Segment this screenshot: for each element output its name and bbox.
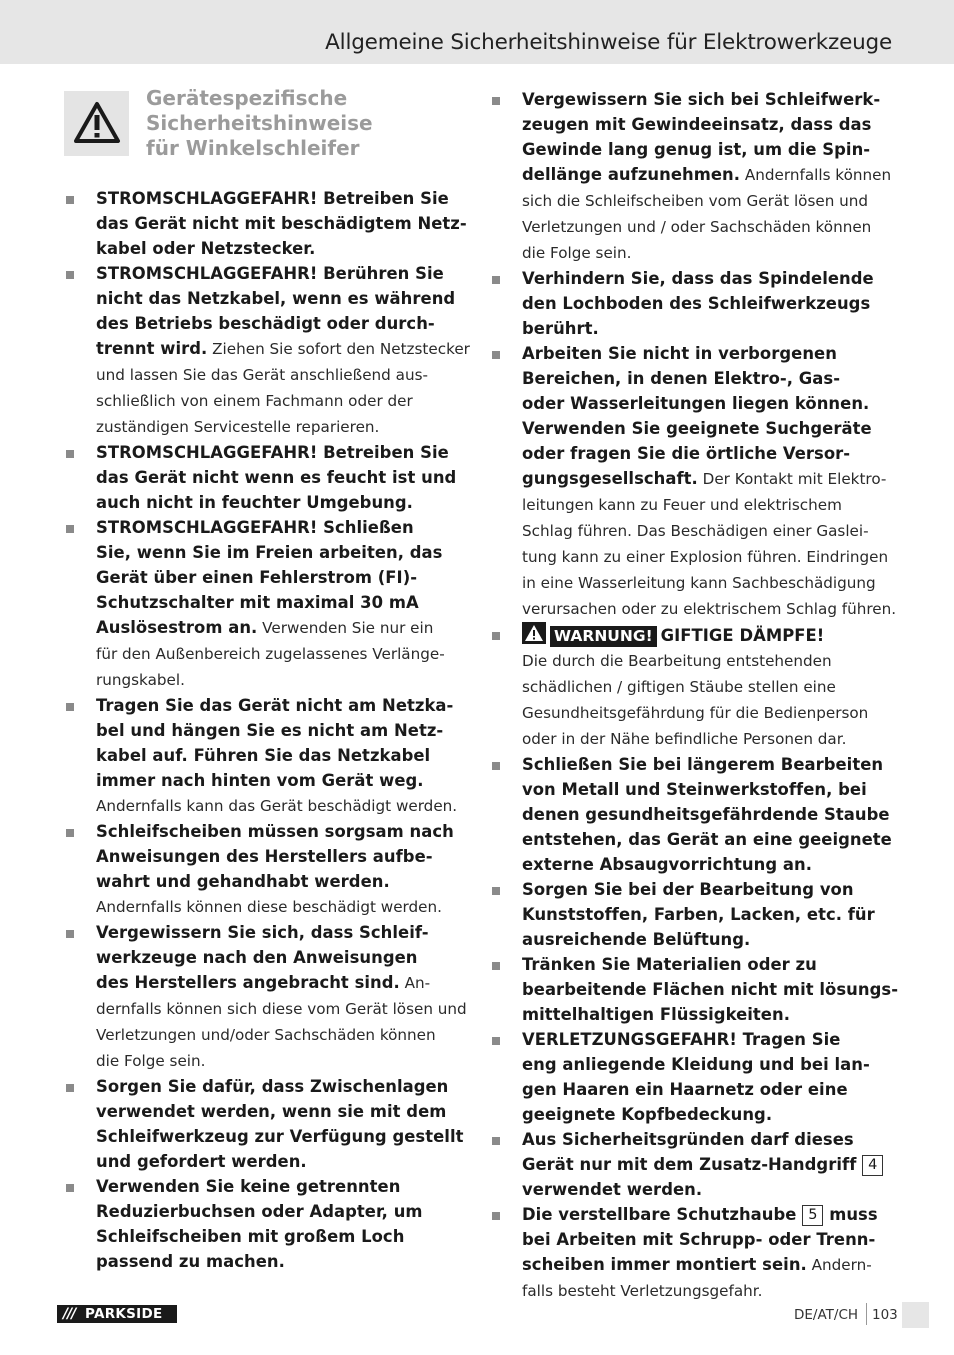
warning-label: WARNUNG!: [550, 626, 657, 647]
text-line: [522, 162, 900, 188]
text-line: [522, 777, 900, 802]
page-header-title: Allgemeine Sicherheitshinweise für Elektrowerkzeuge: [325, 30, 892, 55]
text-line: [522, 674, 900, 700]
text-line: [96, 1074, 474, 1099]
text-line: [522, 827, 900, 852]
bullet-square: [492, 762, 500, 770]
list-item: [490, 87, 900, 266]
list-item: [490, 752, 900, 877]
section-heading: [146, 86, 373, 161]
bullet-square: [66, 450, 74, 458]
bold-text: muss: [823, 1205, 878, 1224]
list-item: [64, 440, 474, 515]
bold-text: des Herstellers angebracht sind.: [96, 973, 400, 992]
bold-text: Vergewissern Sie sich bei Schleifwerk-: [522, 90, 881, 109]
text-line: [96, 667, 474, 693]
bold-text: das Gerät nicht mit beschädigtem Netz-: [96, 214, 467, 233]
bold-text: gungsgesellschaft.: [522, 469, 698, 488]
bold-text: oder fragen Sie die örtliche Versor-: [522, 444, 851, 463]
text-line: [522, 341, 900, 366]
bold-text: entstehen, das Gerät an eine geeignete: [522, 830, 892, 849]
bold-text: kabel auf. Führen Sie das Netzkabel: [96, 746, 431, 765]
text-line: [96, 615, 474, 641]
text-line: [96, 869, 474, 894]
text-line: [96, 414, 474, 440]
bold-text: berührt.: [522, 319, 599, 338]
bullet-square: [66, 703, 74, 711]
bold-text: eng anliegende Kleidung und bei lan-: [522, 1055, 870, 1074]
text-line: [96, 362, 474, 388]
normal-text: Ziehen Sie sofort den Netzstecker: [207, 340, 470, 358]
bold-text: kabel oder Netzstecker.: [96, 239, 316, 258]
text-line: [96, 819, 474, 844]
bold-text: Gewinde lang genug ist, um die Spin-: [522, 140, 871, 159]
text-line: [96, 590, 474, 615]
text-line: [96, 945, 474, 970]
text-line: [96, 540, 474, 565]
list-item: [490, 877, 900, 952]
bullet-square: [492, 962, 500, 970]
warning-icon: [522, 622, 546, 644]
text-line: [522, 852, 900, 877]
item-text: [522, 266, 900, 341]
text-line: [522, 1127, 900, 1152]
text-line: [522, 316, 900, 341]
normal-text: die Folge sein.: [522, 244, 632, 262]
bullet-square: [492, 276, 500, 284]
bold-text: zeugen mit Gewindeeinsatz, dass das: [522, 115, 872, 134]
item-text: [96, 693, 474, 819]
text-line: [522, 291, 900, 316]
normal-text: schädlichen / giftigen Stäube stellen eine: [522, 678, 836, 696]
bold-text: Schleifwerkzeug zur Verfügung gestellt: [96, 1127, 464, 1146]
text-line: [522, 87, 900, 112]
normal-text: Verwenden Sie nur ein: [257, 619, 434, 637]
text-line: [522, 752, 900, 777]
list-item: [64, 515, 474, 693]
logo-slashes: ///: [63, 1306, 76, 1322]
text-line: [522, 214, 900, 240]
text-line: [522, 266, 900, 291]
item-text: [96, 186, 474, 261]
item-text: [522, 1202, 900, 1304]
bullet-square: [492, 887, 500, 895]
text-line: [96, 641, 474, 667]
text-line: [96, 743, 474, 768]
normal-text: schließlich von einem Fachmann oder der: [96, 392, 413, 410]
item-text: [96, 920, 474, 1074]
text-line: [96, 388, 474, 414]
text-line: [96, 286, 474, 311]
bold-text: Die verstellbare Schutzhaube: [522, 1205, 803, 1224]
section-heading-line: Gerätespezifische: [146, 86, 348, 110]
bullet-square: [66, 829, 74, 837]
item-text: [96, 1074, 474, 1174]
text-line: [96, 311, 474, 336]
text-line: [522, 1027, 900, 1052]
bold-text: Kunststoffen, Farben, Lacken, etc. für: [522, 905, 875, 924]
warning-icon-box: [64, 91, 129, 156]
bold-text: von Metall und Steinwerkstoffen, bei: [522, 780, 867, 799]
bold-text: den Lochboden des Schleifwerkzeugs: [522, 294, 871, 313]
bullet-square: [66, 271, 74, 279]
bold-text: STROMSCHLAGGEFAHR! Betreiben Sie: [96, 443, 449, 462]
bold-text: Gerät über einen Fehlerstrom (FI)-: [96, 568, 418, 587]
text-line: [522, 188, 900, 214]
text-line: [96, 693, 474, 718]
bold-text: Sorgen Sie bei der Bearbeitung von: [522, 880, 854, 899]
section-heading-line: Sicherheitshinweise: [146, 111, 373, 135]
normal-text: und lassen Sie das Gerät anschließend aus-: [96, 366, 428, 384]
bullet-square: [66, 1184, 74, 1192]
text-line: [96, 996, 474, 1022]
normal-text: Andernfalls kann das Gerät beschädigt werden.: [96, 797, 458, 815]
bold-text: STROMSCHLAGGEFAHR! Schließen: [96, 518, 414, 537]
item-text: [522, 1127, 900, 1202]
list-item: [490, 952, 900, 1027]
text-line: [96, 565, 474, 590]
bold-text: Schleifscheiben mit großem Loch: [96, 1227, 405, 1246]
text-line: [96, 186, 474, 211]
list-item: [490, 341, 900, 622]
item-text: [522, 1027, 900, 1127]
bold-text: Gerät nur mit dem Zusatz-Handgriff: [522, 1155, 863, 1174]
warning-line: [522, 622, 900, 648]
text-line: [96, 718, 474, 743]
normal-text: Verletzungen und / oder Sachschäden können: [522, 218, 872, 236]
list-item: [64, 1174, 474, 1274]
parkside-logo: [57, 1305, 177, 1323]
text-line: [522, 877, 900, 902]
bullet-square: [492, 1137, 500, 1145]
text-line: [522, 927, 900, 952]
bold-text: Schließen Sie bei längerem Bearbeiten: [522, 755, 884, 774]
bold-text: VERLETZUNGSGEFAHR! Tragen Sie: [522, 1030, 841, 1049]
text-line: [522, 977, 900, 1002]
normal-text: Gesundheitsgefährdung für die Bedienperson: [522, 704, 869, 722]
normal-text: Der Kontakt mit Elektro-: [697, 470, 887, 488]
bullet-square: [492, 351, 500, 359]
bold-text: Anweisungen des Herstellers aufbe-: [96, 847, 433, 866]
normal-text: oder in der Nähe befindliche Personen dar.: [522, 730, 847, 748]
list-item: [64, 693, 474, 819]
bold-text: Tragen Sie das Gerät nicht am Netzka-: [96, 696, 454, 715]
bold-text: passend zu machen.: [96, 1252, 285, 1271]
normal-text: dernfalls können sich diese vom Gerät lösen und: [96, 1000, 467, 1018]
normal-text: Andern-: [806, 1256, 872, 1274]
list-item: [64, 186, 474, 261]
bold-text: verwendet werden.: [522, 1180, 703, 1199]
bold-text: STROMSCHLAGGEFAHR! Betreiben Sie: [96, 189, 449, 208]
text-line: [96, 970, 474, 996]
page-number: 103: [872, 1307, 898, 1323]
normal-text: sich die Schleifscheiben vom Gerät lösen und: [522, 192, 869, 210]
bold-text: Verwenden Sie keine getrennten: [96, 1177, 401, 1196]
list-item: [64, 261, 474, 440]
normal-text: An-: [399, 974, 431, 992]
list-item: [64, 819, 474, 920]
bold-text: Verwenden Sie geeignete Suchgeräte: [522, 419, 872, 438]
item-text: [96, 1174, 474, 1274]
text-line: [522, 416, 900, 441]
text-line: [522, 492, 900, 518]
text-line: [522, 391, 900, 416]
bold-text: und gefordert werden.: [96, 1152, 307, 1171]
bold-text: gen Haaren ein Haarnetz oder eine: [522, 1080, 848, 1099]
bold-text: wahrt und gehandhabt werden.: [96, 872, 390, 891]
item-text: [522, 752, 900, 877]
text-line: [522, 1052, 900, 1077]
item-text: [522, 87, 900, 266]
bold-text: verwendet werden, wenn sie mit dem: [96, 1102, 447, 1121]
bold-text: dellänge aufzunehmen.: [522, 165, 741, 184]
bullet-square: [66, 196, 74, 204]
text-line: [96, 1099, 474, 1124]
bold-text: bel und hängen Sie es nicht am Netz-: [96, 721, 444, 740]
text-line: [96, 920, 474, 945]
bold-text: Aus Sicherheitsgründen darf dieses: [522, 1130, 854, 1149]
text-line: [96, 793, 474, 819]
item-text: [96, 440, 474, 515]
bullet-square: [66, 525, 74, 533]
bold-text: werkzeuge nach den Anweisungen: [96, 948, 418, 967]
text-line: [522, 366, 900, 391]
bold-text: denen gesundheitsgefährdende Staube: [522, 805, 890, 824]
text-line: [96, 1174, 474, 1199]
warning-text: GIFTIGE DÄMPFE!: [660, 626, 825, 645]
text-line: [522, 1077, 900, 1102]
normal-text: falls besteht Verletzungsgefahr.: [522, 1282, 763, 1300]
text-line: [96, 768, 474, 793]
text-line: [522, 1002, 900, 1027]
right-column: [490, 87, 900, 1304]
text-line: [522, 648, 900, 674]
part-reference: 5: [802, 1205, 823, 1226]
normal-text: Andernfalls können diese beschädigt werden.: [96, 898, 442, 916]
bold-text: Bereichen, in denen Elektro-, Gas-: [522, 369, 841, 388]
normal-text: für den Außenbereich zugelassenes Verlänge-: [96, 645, 445, 663]
text-line: [522, 1202, 900, 1227]
normal-text: verursachen oder zu elektrischem Schlag führen.: [522, 600, 897, 618]
bold-text: Auslösestrom an.: [96, 618, 258, 637]
text-line: [96, 844, 474, 869]
text-line: [522, 1252, 900, 1278]
normal-text: die Folge sein.: [96, 1052, 206, 1070]
logo-brand: PARKSIDE: [85, 1306, 163, 1322]
text-line: [522, 1102, 900, 1127]
text-line: [96, 1124, 474, 1149]
bold-text: Schutzschalter mit maximal 30 mA: [96, 593, 419, 612]
text-line: [96, 261, 474, 286]
bold-text: ausreichende Belüftung.: [522, 930, 751, 949]
bold-text: bearbeitende Flächen nicht mit lösungs-: [522, 980, 899, 999]
normal-text: Andernfalls können: [740, 166, 892, 184]
bold-text: Schleifscheiben müssen sorgsam nach: [96, 822, 454, 841]
list-item: [490, 1202, 900, 1304]
bold-text: Arbeiten Sie nicht in verborgenen: [522, 344, 837, 363]
bold-text: geeignete Kopfbedeckung.: [522, 1105, 773, 1124]
list-item: [490, 622, 900, 752]
normal-text: Schlag führen. Das Beschädigen einer Gaslei-: [522, 522, 869, 540]
bold-text: bei Arbeiten mit Schrupp- oder Trenn-: [522, 1230, 876, 1249]
bold-text: STROMSCHLAGGEFAHR! Berühren Sie: [96, 264, 444, 283]
normal-text: zuständigen Servicestelle reparieren.: [96, 418, 380, 436]
normal-text: in eine Wasserleitung kann Sachbeschädigung: [522, 574, 876, 592]
normal-text: Die durch die Bearbeitung entstehenden: [522, 652, 832, 670]
item-text: [522, 952, 900, 1027]
text-line: [522, 596, 900, 622]
text-line: [96, 336, 474, 362]
list-item: [490, 266, 900, 341]
text-line: [96, 1199, 474, 1224]
text-line: [522, 902, 900, 927]
text-line: [522, 802, 900, 827]
text-line: [96, 236, 474, 261]
text-line: [522, 518, 900, 544]
text-line: [522, 1177, 900, 1202]
text-line: [522, 700, 900, 726]
footer-box: [902, 1302, 929, 1328]
bullet-square: [66, 930, 74, 938]
list-item: [64, 1074, 474, 1174]
normal-text: leitungen kann zu Feuer und elektrischem: [522, 496, 842, 514]
text-line: [522, 1152, 900, 1177]
text-line: [522, 952, 900, 977]
item-text: [522, 877, 900, 952]
text-line: [522, 726, 900, 752]
bold-text: Sie, wenn Sie im Freien arbeiten, das: [96, 543, 443, 562]
bold-text: auch nicht in feuchter Umgebung.: [96, 493, 413, 512]
list-item: [490, 1127, 900, 1202]
bullet-square: [492, 1037, 500, 1045]
bold-text: trennt wird.: [96, 339, 208, 358]
text-line: [522, 441, 900, 466]
bold-text: scheiben immer montiert sein.: [522, 1255, 807, 1274]
bold-text: oder Wasserleitungen liegen können.: [522, 394, 870, 413]
text-line: [522, 112, 900, 137]
text-line: [96, 465, 474, 490]
list-item: [64, 920, 474, 1074]
bold-text: des Betriebs beschädigt oder durch-: [96, 314, 435, 333]
bold-text: Tränken Sie Materialien oder zu: [522, 955, 817, 974]
text-line: [96, 894, 474, 920]
text-line: [522, 137, 900, 162]
text-line: [522, 1278, 900, 1304]
left-column: [64, 186, 474, 1274]
text-line: [96, 490, 474, 515]
bullet-square: [492, 97, 500, 105]
bold-text: immer nach hinten vom Gerät weg.: [96, 771, 424, 790]
item-text: [96, 515, 474, 693]
item-text: [96, 819, 474, 920]
header-band: [0, 0, 954, 64]
warning-triangle-icon: [73, 101, 121, 145]
text-line: [522, 570, 900, 596]
text-line: [96, 1022, 474, 1048]
part-reference: 4: [862, 1155, 883, 1176]
text-line: [96, 515, 474, 540]
footer-country: DE/AT/CH: [794, 1307, 859, 1323]
item-text: [522, 341, 900, 622]
text-line: [96, 1149, 474, 1174]
text-line: [96, 1249, 474, 1274]
bullet-square: [492, 1212, 500, 1220]
list-item: [490, 1027, 900, 1127]
normal-text: Verletzungen und/oder Sachschäden können: [96, 1026, 436, 1044]
text-line: [96, 1048, 474, 1074]
bold-text: Verhindern Sie, dass das Spindelende: [522, 269, 874, 288]
bold-text: Reduzierbuchsen oder Adapter, um: [96, 1202, 423, 1221]
item-text: [522, 622, 900, 752]
normal-text: rungskabel.: [96, 671, 185, 689]
text-line: [96, 211, 474, 236]
item-text: [96, 261, 474, 440]
text-line: [522, 240, 900, 266]
section-heading-line: für Winkelschleifer: [146, 136, 360, 160]
bold-text: Vergewissern Sie sich, dass Schleif-: [96, 923, 429, 942]
bold-text: externe Absaugvorrichtung an.: [522, 855, 812, 874]
bullet-square: [492, 632, 500, 640]
bullet-square: [66, 1084, 74, 1092]
text-line: [96, 440, 474, 465]
text-line: [522, 544, 900, 570]
text-line: [522, 466, 900, 492]
text-line: [522, 1227, 900, 1252]
normal-text: tung kann zu einer Explosion führen. Eindringen: [522, 548, 889, 566]
footer-divider: [866, 1303, 867, 1325]
bold-text: das Gerät nicht wenn es feucht ist und: [96, 468, 457, 487]
bold-text: mittelhaltigen Flüssigkeiten.: [522, 1005, 790, 1024]
text-line: [96, 1224, 474, 1249]
bold-text: Sorgen Sie dafür, dass Zwischenlagen: [96, 1077, 449, 1096]
bold-text: nicht das Netzkabel, wenn es während: [96, 289, 456, 308]
